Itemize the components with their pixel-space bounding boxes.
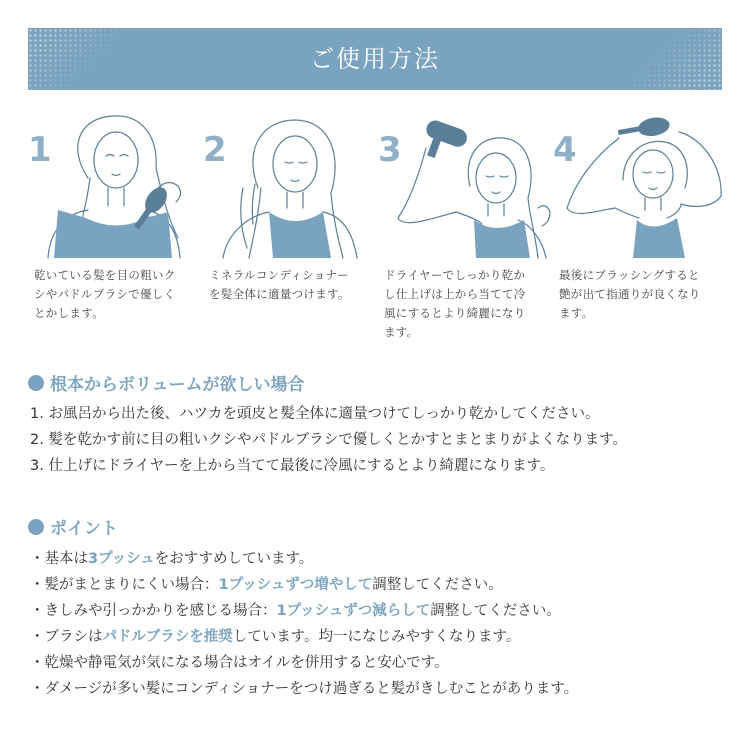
step-4-number: 4 — [553, 130, 577, 170]
step-2-number: 2 — [203, 130, 227, 170]
volume-section-title: 根本からボリュームが欲しい場合 — [50, 375, 305, 395]
step-1-illustration — [28, 108, 203, 263]
highlight-text: 3プッシュ — [88, 551, 155, 567]
circle-bullet-icon — [28, 375, 44, 391]
step-1-number: 1 — [28, 130, 52, 170]
step-3-illustration — [378, 108, 553, 263]
highlight-text: 1プッシュずつ増やして — [218, 577, 373, 593]
step-4 — [553, 108, 728, 348]
highlight-text: パドルブラシを推奨 — [102, 629, 233, 645]
step-2 — [203, 108, 378, 348]
page-title: ご使用方法 — [310, 45, 440, 73]
list-item: ・ダメージが多い髪にコンディショナーをつけ過ぎると髪がきしむことがあります。 — [30, 681, 579, 697]
points-list — [30, 546, 578, 702]
points-section-heading — [28, 514, 118, 539]
step-1-description: 乾いている髪を目の粗いクシやパドルブラシで優しくとかします。 — [34, 268, 176, 320]
list-item: 1. お風呂から出た後、ハツカを頭皮と髪全体に適量つけてしっかり乾かしてください。 — [30, 406, 600, 422]
list-item: ・ブラシはパドルブラシを推奨しています。均一になじみやすくなります。 — [30, 629, 521, 645]
step-3 — [378, 108, 553, 348]
header-banner — [28, 28, 722, 90]
volume-section-heading — [28, 370, 305, 395]
highlight-text: 1プッシュずつ減らして — [276, 603, 431, 619]
volume-steps-list — [30, 401, 627, 479]
list-item: 2. 髪を乾かす前に目の粗いクシやパドルブラシで優しくとかすとまとまりがよくなります。 — [30, 432, 627, 448]
step-2-illustration — [203, 108, 378, 263]
step-3-number: 3 — [378, 130, 402, 170]
list-item: 3. 仕上げにドライヤーを上から当てて最後に冷風にするとより綺麗になります。 — [30, 458, 555, 474]
step-1 — [28, 108, 203, 348]
points-section-title: ポイント — [50, 519, 118, 539]
list-item: ・髪がまとまりにくい場合：1プッシュずつ増やして調整してください。 — [30, 577, 503, 593]
step-2-description: ミネラルコンディショナーを髪全体に適量つけます。 — [209, 268, 350, 301]
step-4-illustration — [553, 108, 728, 263]
usage-steps — [28, 108, 722, 348]
circle-bullet-icon — [28, 519, 44, 535]
step-3-description: ドライヤーでしっかり乾かし仕上げは上から当てて冷風にするとより綺麗になります。 — [384, 268, 526, 339]
list-item: ・乾燥や静電気が気になる場合はオイルを併用すると安心です。 — [30, 655, 449, 671]
step-4-description: 最後にブラッシングすると艶が出て指通りが良くなります。 — [559, 268, 701, 320]
list-item: ・きしみや引っかかりを感じる場合：1プッシュずつ減らして調整してください。 — [30, 603, 561, 619]
list-item: ・基本は3プッシュをおすすめしています。 — [30, 551, 314, 567]
